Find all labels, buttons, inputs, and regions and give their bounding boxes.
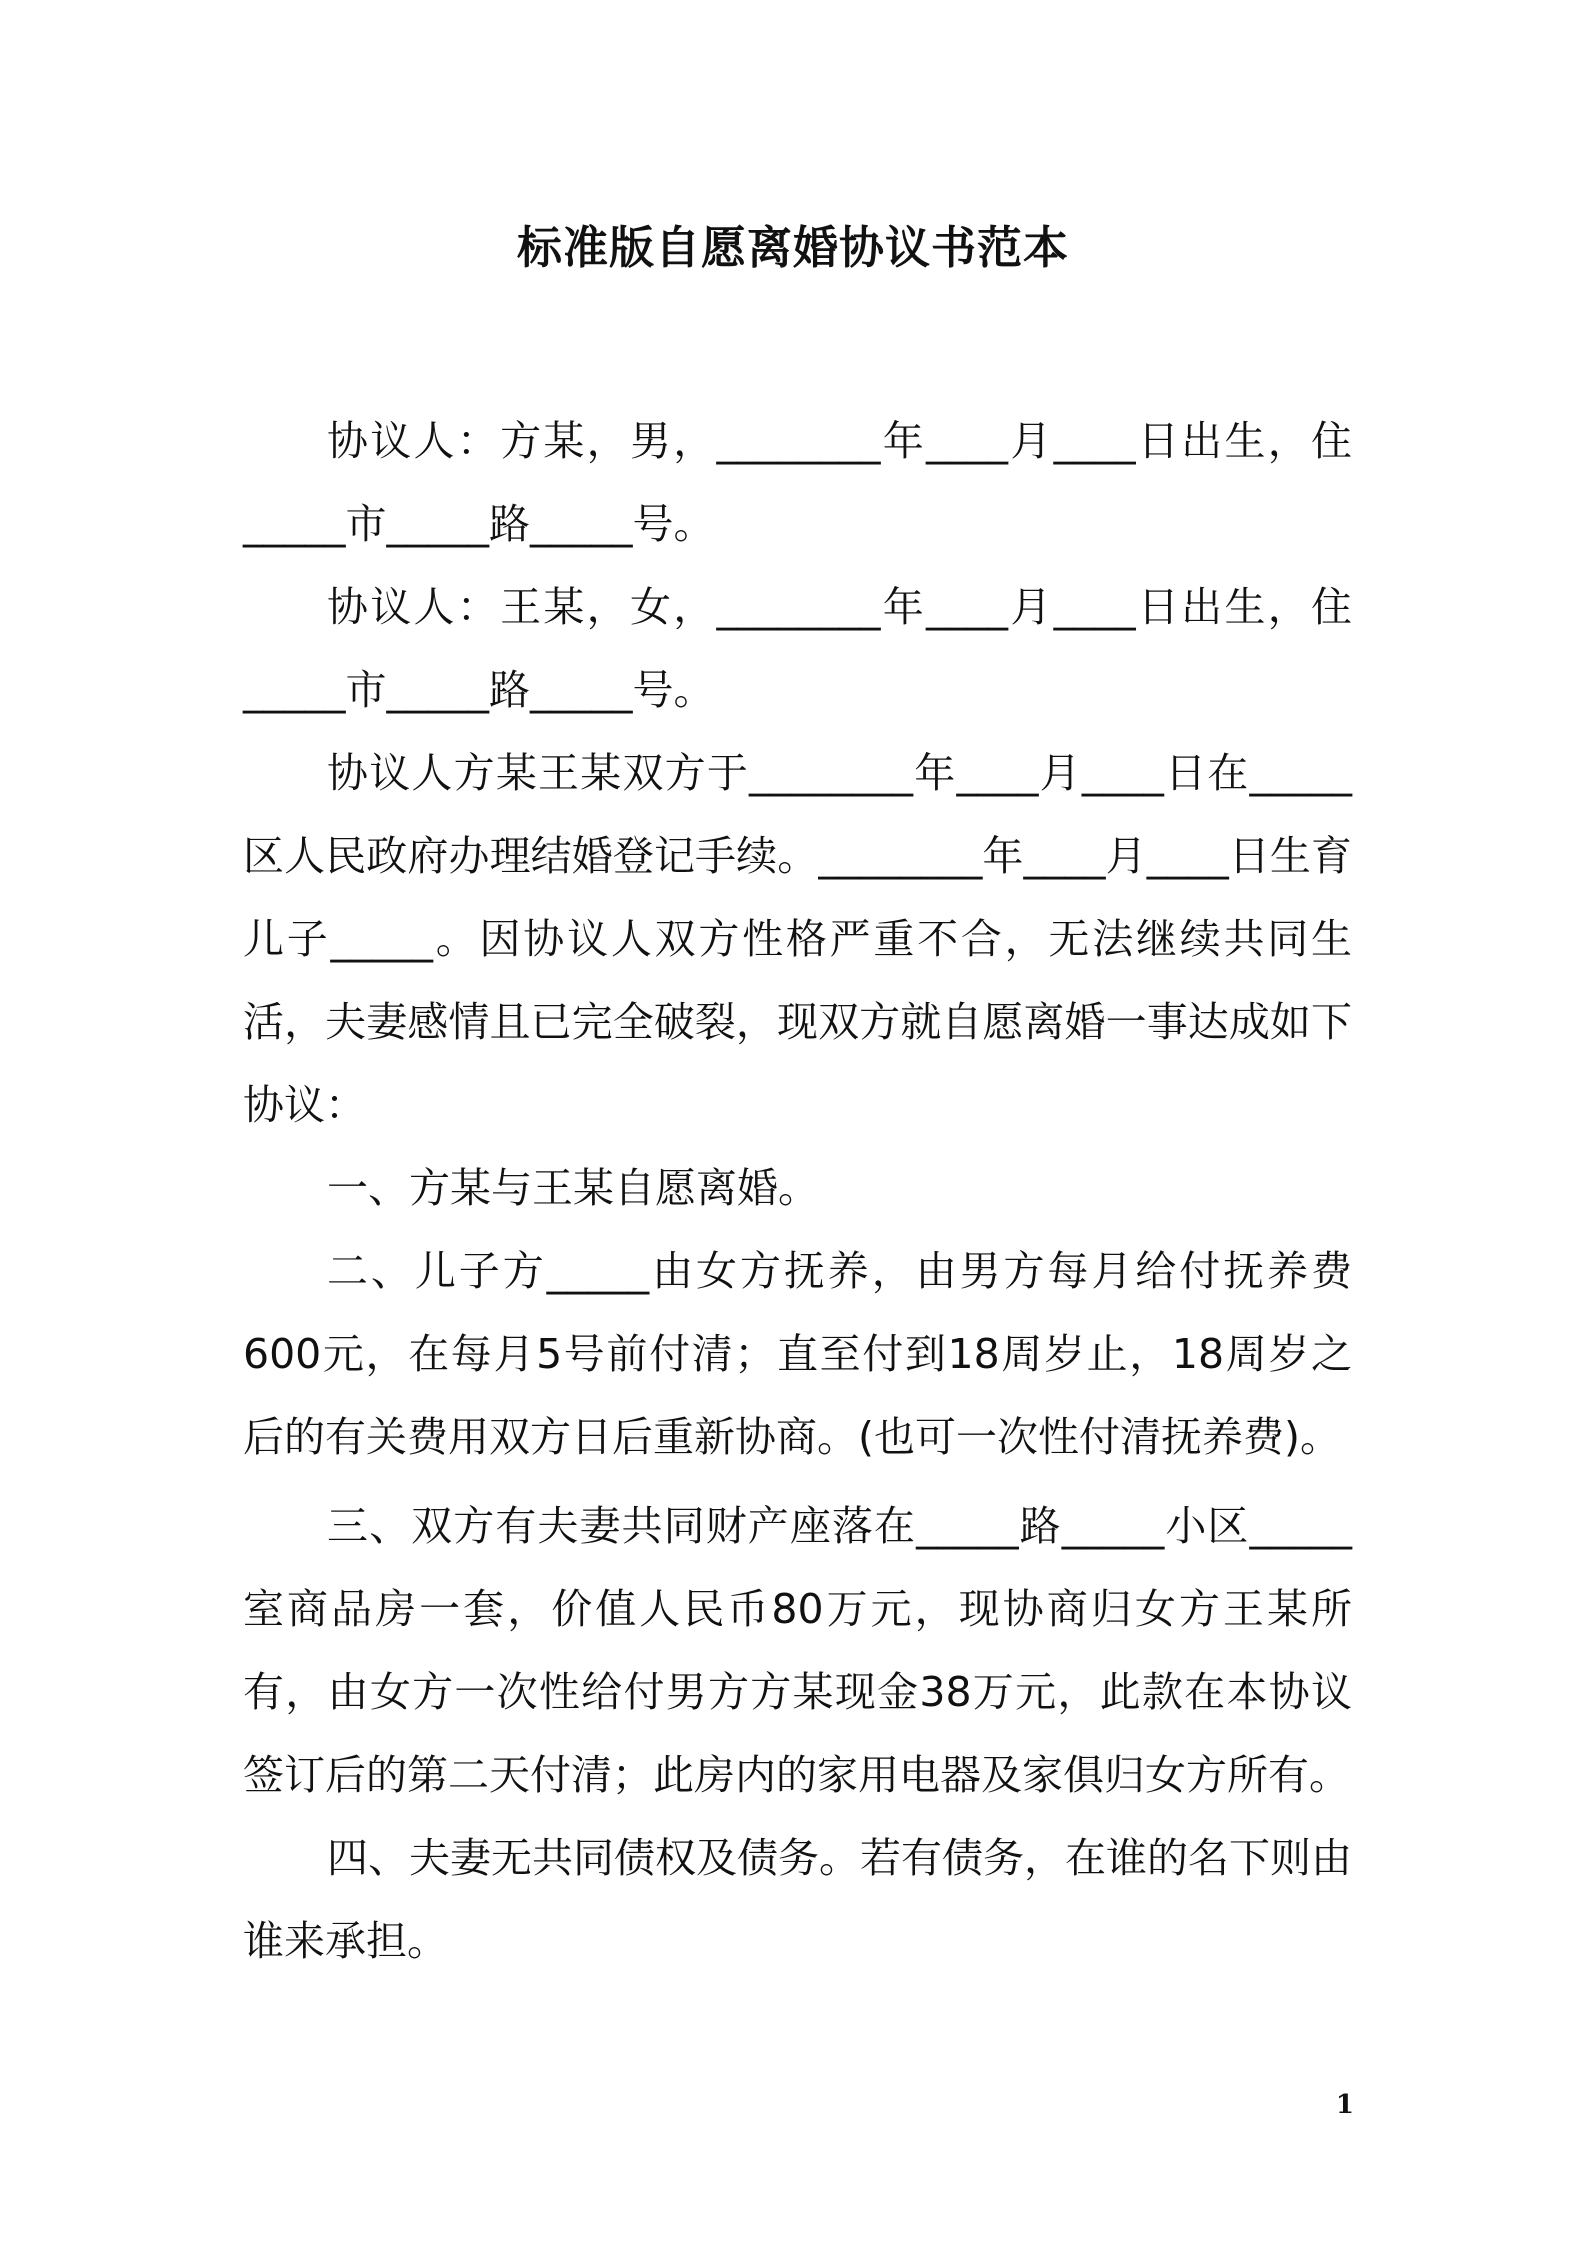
clause-one-paragraph: 一、方某与王某自愿离婚。	[327, 1164, 819, 1212]
document-title: 标准版自愿离婚协议书范本	[516, 221, 1069, 274]
party-male-paragraph: 协议人：方某，男，________年____月____日出生，住_____市_____路_____号。	[243, 417, 1352, 548]
marriage-background-paragraph: 协议人方某王某双方于________年____月____日在_____区人民政府办理结婚登记手续。________年____月____日生育儿子_____。因协议人双方性格严重不合，无法继续共同生活，夫妻感情且已完全破裂，现双方就自愿离婚一事达成如下协议：	[243, 749, 1352, 1129]
page-number: 1	[1335, 2090, 1354, 2120]
clause-four-paragraph: 四、夫妻无共同债权及债务。若有债务，在谁的名下则由谁来承担。	[243, 1834, 1352, 1965]
clause-three-paragraph: 三、双方有夫妻共同财产座落在_____路_____小区_____室商品房一套，价值人民币80万元，现协商归女方王某所有，由女方一次性给付男方方某现金38万元，此款在本协议签订后的第二天付清；此房内的家用电器及家俱归女方所有。	[243, 1502, 1352, 1799]
party-female-paragraph: 协议人：王某，女，________年____月____日出生，住_____市_____路_____号。	[243, 583, 1352, 714]
document-body	[243, 400, 1352, 1983]
clause-two-paragraph: 二、儿子方_____由女方抚养，由男方每月给付抚养费600元，在每月5号前付清；直至付到18周岁止，18周岁之后的有关费用双方日后重新协商。(也可一次性付清抚养费)。	[243, 1247, 1352, 1461]
